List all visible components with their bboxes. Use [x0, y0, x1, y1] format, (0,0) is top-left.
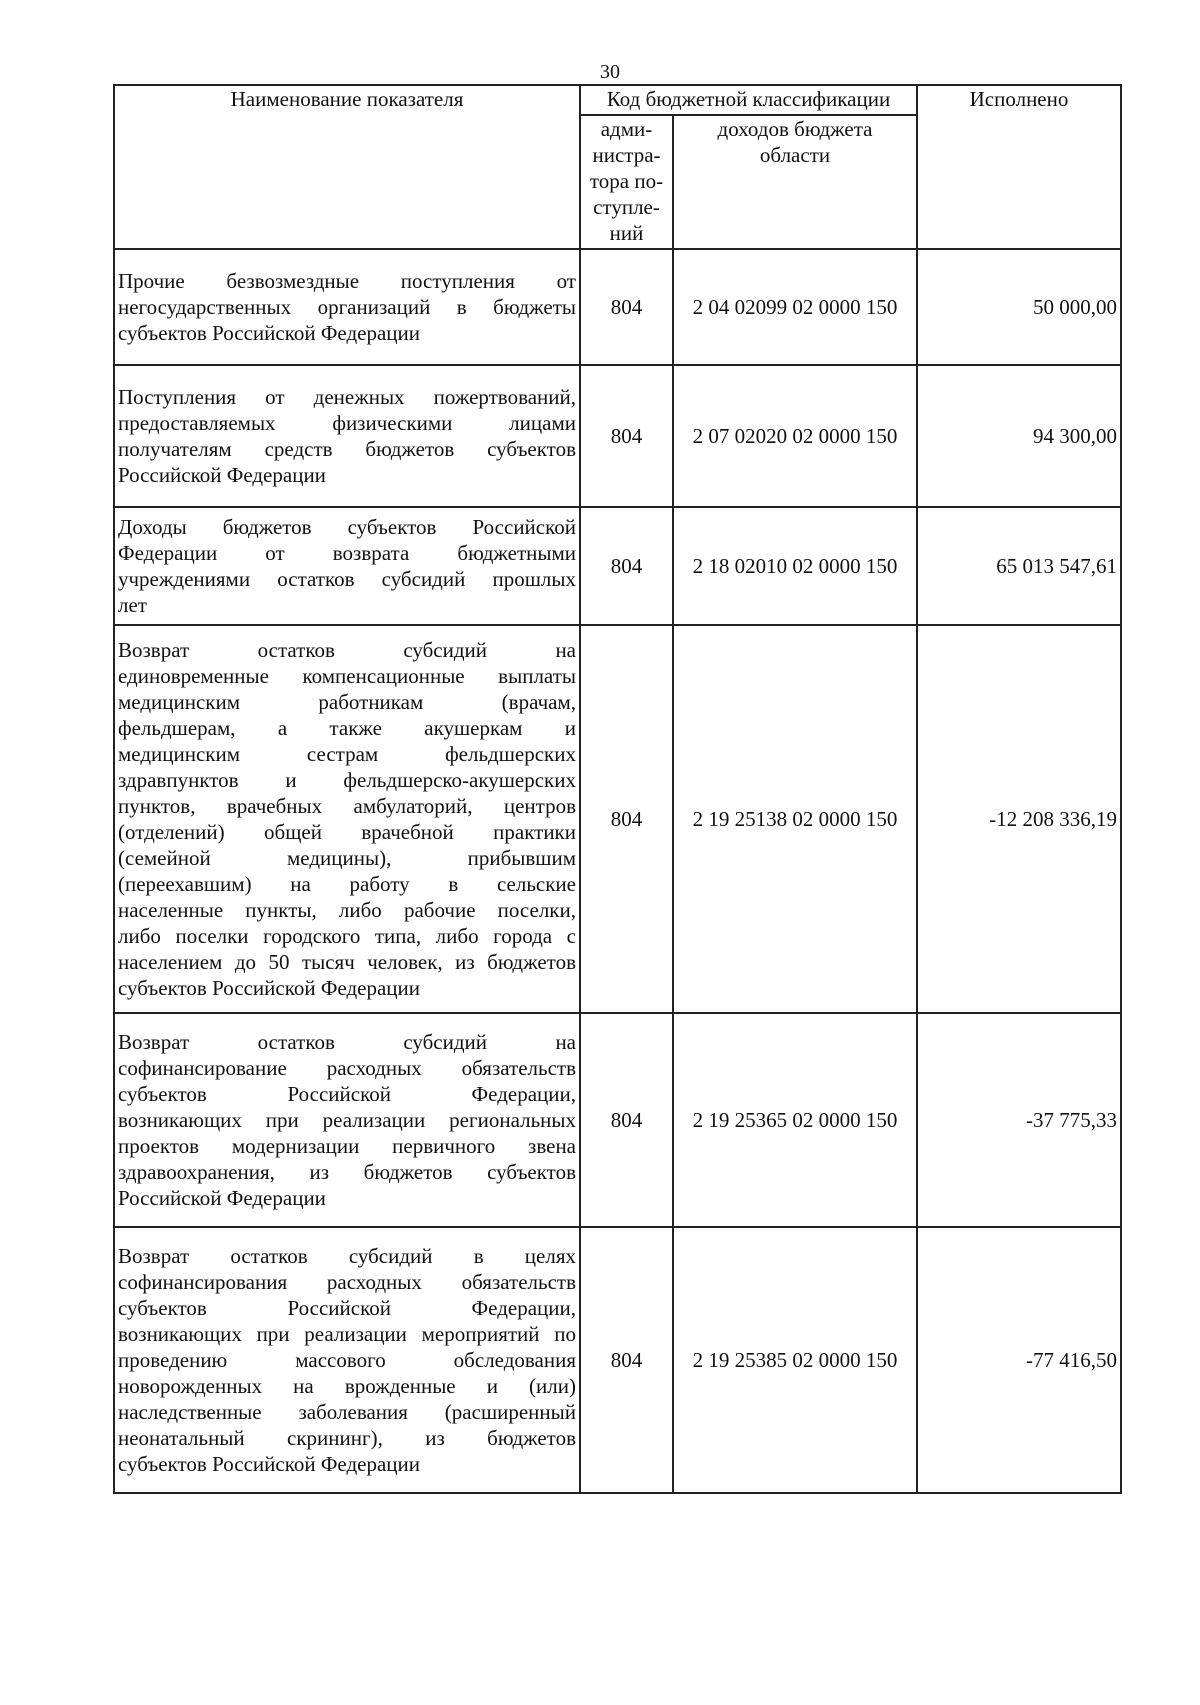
- row-executed-sum: 65 013 547,61: [917, 507, 1121, 625]
- header-executed: Исполнено: [917, 85, 1121, 249]
- table-row: [114, 1013, 1121, 1227]
- name-line: здравоохранения, из бюджетов субъектов: [118, 1160, 576, 1184]
- row-executed-sum: 50 000,00: [917, 249, 1121, 365]
- name-line: софинансирование расходных обязательств: [118, 1056, 576, 1080]
- name-line: субъектов Российской Федерации,: [118, 1296, 576, 1320]
- name-line: (семейной медицины), прибывшим: [118, 846, 576, 870]
- row-admin-code: 804: [580, 1013, 673, 1227]
- name-line: Федерации от возврата бюджетными: [118, 541, 576, 565]
- name-line: субъектов Российской Федерации: [118, 976, 421, 1000]
- name-line: проектов модернизации первичного звена: [118, 1134, 576, 1158]
- header-admin-line: адми-: [600, 117, 653, 141]
- row-name: [114, 1227, 580, 1493]
- table-row: [114, 365, 1121, 507]
- name-line: лет: [118, 593, 147, 617]
- row-budget-code: 2 19 25365 02 0000 150: [673, 1013, 917, 1227]
- header-code-group: Код бюджетной классификации: [580, 85, 917, 115]
- name-line: проведению массового обследования: [118, 1348, 576, 1372]
- budget-table: [113, 84, 1122, 1494]
- row-admin-code: 804: [580, 507, 673, 625]
- name-line: предоставляемых физическими лицами: [118, 411, 576, 435]
- row-budget-code: 2 04 02099 02 0000 150: [673, 249, 917, 365]
- row-name: [114, 365, 580, 507]
- name-line: новорожденных на врожденные и (или): [118, 1374, 576, 1398]
- name-line: Российской Федерации: [118, 463, 326, 487]
- name-line: возникающих при реализации мероприятий по: [118, 1322, 576, 1346]
- header-admin: [580, 115, 673, 249]
- name-line: пунктов, врачебных амбулаторий, центров: [118, 794, 576, 818]
- row-executed-sum: 94 300,00: [917, 365, 1121, 507]
- header-admin-line: нистра-: [592, 143, 661, 167]
- row-budget-code: 2 18 02010 02 0000 150: [673, 507, 917, 625]
- name-line: либо поселки городского типа, либо города с: [118, 924, 576, 948]
- row-budget-code: 2 19 25138 02 0000 150: [673, 625, 917, 1013]
- name-line: наследственные заболевания (расширенный: [118, 1400, 576, 1424]
- row-name: [114, 249, 580, 365]
- row-name: [114, 1013, 580, 1227]
- table-row: [114, 1227, 1121, 1493]
- row-executed-sum: -77 416,50: [917, 1227, 1121, 1493]
- name-line: Возврат остатков субсидий на: [118, 638, 576, 662]
- name-line: Прочие безвозмездные поступления от: [118, 269, 576, 293]
- name-line: софинансирования расходных обязательств: [118, 1270, 576, 1294]
- row-admin-code: 804: [580, 365, 673, 507]
- name-line: субъектов Российской Федерации: [118, 321, 421, 345]
- name-line: Возврат остатков субсидий в целях: [118, 1244, 576, 1268]
- name-line: неонатальный скрининг), из бюджетов: [118, 1426, 576, 1450]
- name-line: субъектов Российской Федерации: [118, 1452, 421, 1476]
- table-row: [114, 249, 1121, 365]
- name-line: Российской Федерации: [118, 1186, 326, 1210]
- name-line: Доходы бюджетов субъектов Российской: [118, 515, 576, 539]
- header-row: [114, 85, 1121, 115]
- header-admin-line: ступле-: [593, 195, 660, 219]
- name-line: медицинским работникам (врачам,: [118, 690, 576, 714]
- row-admin-code: 804: [580, 249, 673, 365]
- table-row: [114, 625, 1121, 1013]
- page-number: 30: [600, 61, 620, 83]
- name-line: фельдшерам, а также акушеркам и: [118, 716, 576, 740]
- row-admin-code: 804: [580, 625, 673, 1013]
- name-line: населением до 50 тысяч человек, из бюджетов: [118, 950, 576, 974]
- header-income: доходов бюджета области: [673, 115, 917, 249]
- name-line: негосударственных организаций в бюджеты: [118, 295, 576, 319]
- name-line: здравпунктов и фельдшерско-акушерских: [118, 768, 576, 792]
- name-line: (отделений) общей врачебной практики: [118, 820, 576, 844]
- row-executed-sum: -12 208 336,19: [917, 625, 1121, 1013]
- name-line: Поступления от денежных пожертвований,: [118, 385, 576, 409]
- name-line: учреждениями остатков субсидий прошлых: [118, 567, 576, 591]
- header-admin-line: ний: [609, 221, 644, 245]
- name-line: субъектов Российской Федерации,: [118, 1082, 576, 1106]
- name-line: единовременные компенсационные выплаты: [118, 664, 576, 688]
- row-name: [114, 625, 580, 1013]
- name-line: возникающих при реализации региональных: [118, 1108, 576, 1132]
- row-executed-sum: -37 775,33: [917, 1013, 1121, 1227]
- table-row: [114, 507, 1121, 625]
- row-name: [114, 507, 580, 625]
- row-budget-code: 2 19 25385 02 0000 150: [673, 1227, 917, 1493]
- row-budget-code: 2 07 02020 02 0000 150: [673, 365, 917, 507]
- header-admin-line: тора по-: [589, 169, 664, 193]
- row-admin-code: 804: [580, 1227, 673, 1493]
- name-line: медицинским сестрам фельдшерских: [118, 742, 576, 766]
- header-name: Наименование показателя: [114, 85, 580, 249]
- name-line: Возврат остатков субсидий на: [118, 1030, 576, 1054]
- name-line: населенные пункты, либо рабочие поселки,: [118, 898, 576, 922]
- name-line: (переехавшим) на работу в сельские: [118, 872, 576, 896]
- name-line: получателям средств бюджетов субъектов: [118, 437, 576, 461]
